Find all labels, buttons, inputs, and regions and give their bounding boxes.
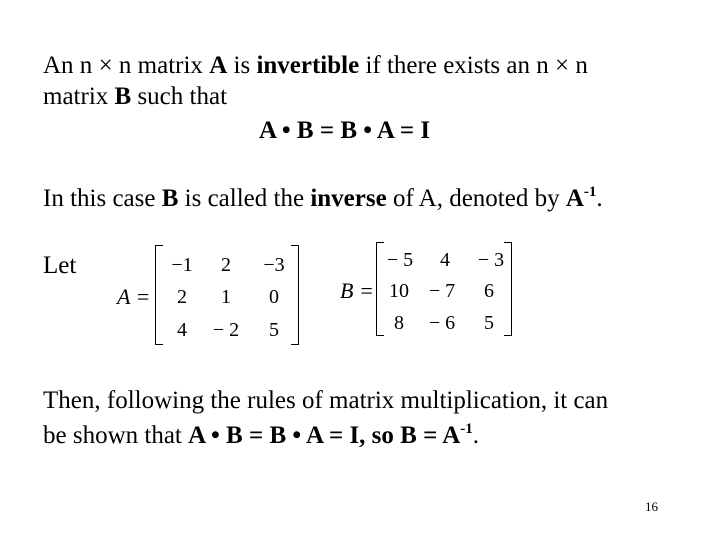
matrix-a-name: A bbox=[209, 52, 228, 79]
conclusion-equation: A • B = B • A = I, so B = A bbox=[188, 422, 461, 449]
matrix-a-cell: 2 bbox=[177, 286, 187, 308]
matrix-a-cell: −3 bbox=[263, 254, 285, 276]
let-text: Let bbox=[43, 252, 77, 279]
matrix-b-cell: − 6 bbox=[428, 312, 456, 334]
matrix-a-cell: 5 bbox=[269, 319, 279, 341]
matrix-b-name: B bbox=[114, 83, 132, 110]
matrix-b-label: B = bbox=[340, 278, 374, 303]
term-invertible: invertible bbox=[256, 52, 360, 79]
definition-line-1: An n × n matrix A is invertible if there exists an n × n bbox=[43, 52, 588, 79]
matrix-b-cell: 8 bbox=[394, 312, 404, 334]
matrix-b bbox=[376, 242, 512, 336]
matrix-b-cell: − 5 bbox=[386, 249, 414, 271]
definition-line-2: matrix B such that bbox=[43, 83, 228, 110]
conclusion-line-2: be shown that A • B = B • A = I, so $B = A^{-1}$. bbox=[43, 421, 479, 449]
inverse-equation: A • B = B • A = I bbox=[259, 117, 431, 144]
times-symbol: × bbox=[554, 52, 570, 79]
matrix-b-cell: 10 bbox=[389, 280, 409, 302]
conclusion-line-1: Then, following the rules of matrix multiplication, it can bbox=[43, 387, 609, 414]
matrix-b-cell: − 3 bbox=[477, 249, 505, 271]
matrix-b-cell: 6 bbox=[484, 280, 494, 302]
inverse-sentence: In this case B is called the inverse of A, denoted by $A^{-1}$. bbox=[43, 184, 603, 212]
matrix-a-cell: − 2 bbox=[212, 319, 240, 341]
matrix-a-cell: 1 bbox=[221, 286, 231, 308]
matrix-a-cell: 0 bbox=[269, 286, 279, 308]
matrix-a-cell: 2 bbox=[221, 254, 231, 276]
matrix-a-cell: 4 bbox=[177, 319, 187, 341]
matrix-b-cell: 5 bbox=[484, 312, 494, 334]
page-number: 16 bbox=[645, 499, 658, 514]
times-symbol: × bbox=[98, 52, 113, 79]
matrix-a-cell: −1 bbox=[171, 254, 193, 276]
matrix-a bbox=[155, 245, 299, 345]
term-inverse: inverse bbox=[310, 185, 387, 212]
matrix-a-label: A = bbox=[117, 284, 151, 309]
matrix-b-cell: 4 bbox=[440, 249, 450, 271]
matrix-b-cell: − 7 bbox=[428, 280, 456, 302]
